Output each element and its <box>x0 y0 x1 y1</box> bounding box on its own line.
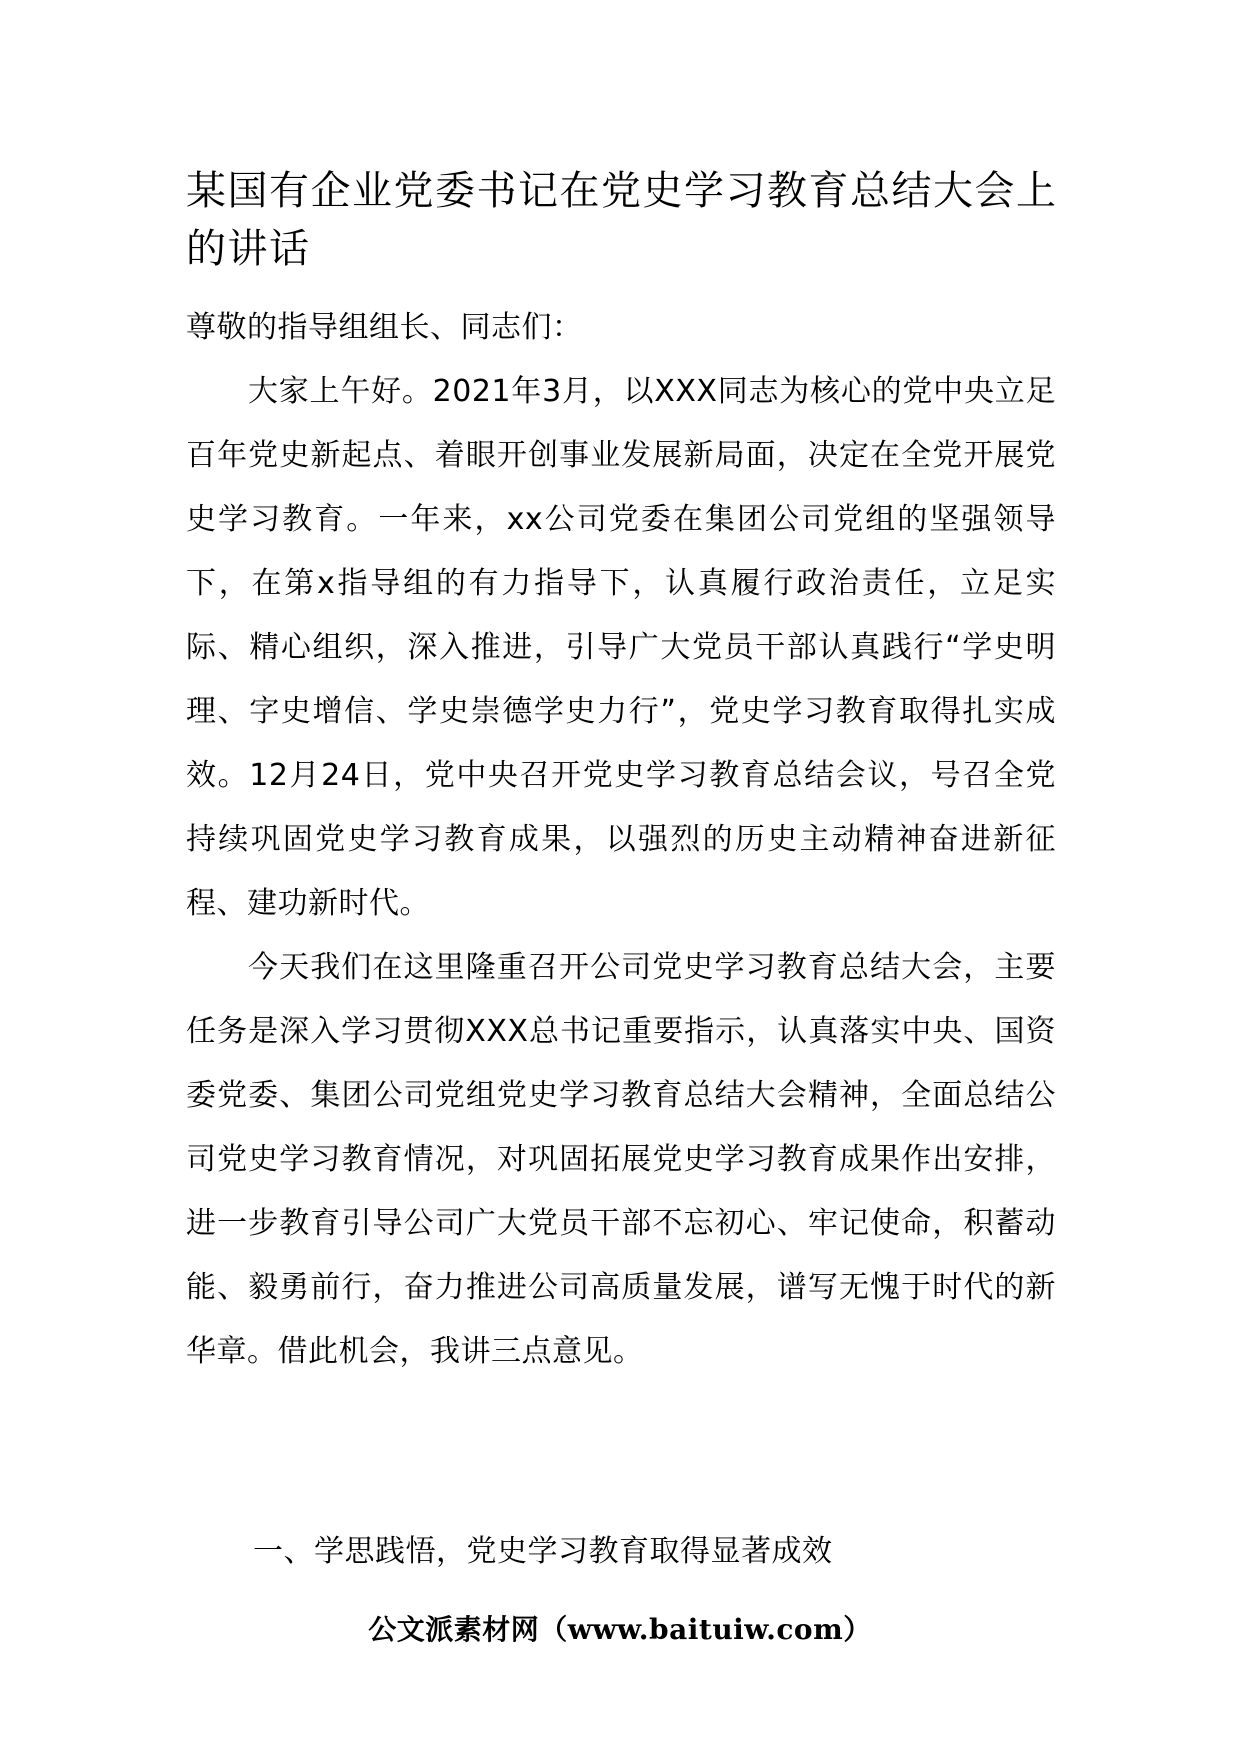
salutation: 尊敬的指导组组长、同志们： <box>186 310 583 345</box>
document-body <box>186 296 1056 1384</box>
paragraph-1: 大家上午好。2021年3月，以XXX同志为核心的党中央立足百年党史新起点、着眼开创事业发展新局面，决定在全党开展党史学习教育。一年来，xx公司党委在集团公司党组的坚强领导下，在第x指导组的有力指导下，认真履行政治责任，立足实际、精心组织，深入推进，引导广大党员干部认真践行“学史明理、字史增信、学史崇德学史力行”，党史学习教育取得扎实成效。12月24日，党中央召开党史学习教育总结会议，号召全党持续巩固党史学习教育成果，以强烈的历史主动精神奋进新征程、建功新时代。 <box>186 374 1056 921</box>
footer-watermark: 公文派素材网（www.baituiw.com） <box>368 1613 872 1646</box>
paragraph-2: 今天我们在这里隆重召开公司党史学习教育总结大会，主要任务是深入学习贯彻XXX总书记重要指示，认真落实中央、国资委党委、集团公司党组党史学习教育总结大会精神，全面总结公司党史学习教育情况，对巩固拓展党史学习教育成果作出安排，进一步教育引导公司广大党员干部不忘初心、牢记使命，积蓄动能、毅勇前行，奋力推进公司高质量发展，谱写无愧于时代的新华章。借此机会，我讲三点意见。 <box>186 950 1056 1369</box>
section-heading: 一、学思践悟，党史学习教育取得显著成效 <box>253 1534 833 1569</box>
document-title: 某国有企业党委书记在党史学习教育总结大会上的讲话 <box>186 168 1058 272</box>
